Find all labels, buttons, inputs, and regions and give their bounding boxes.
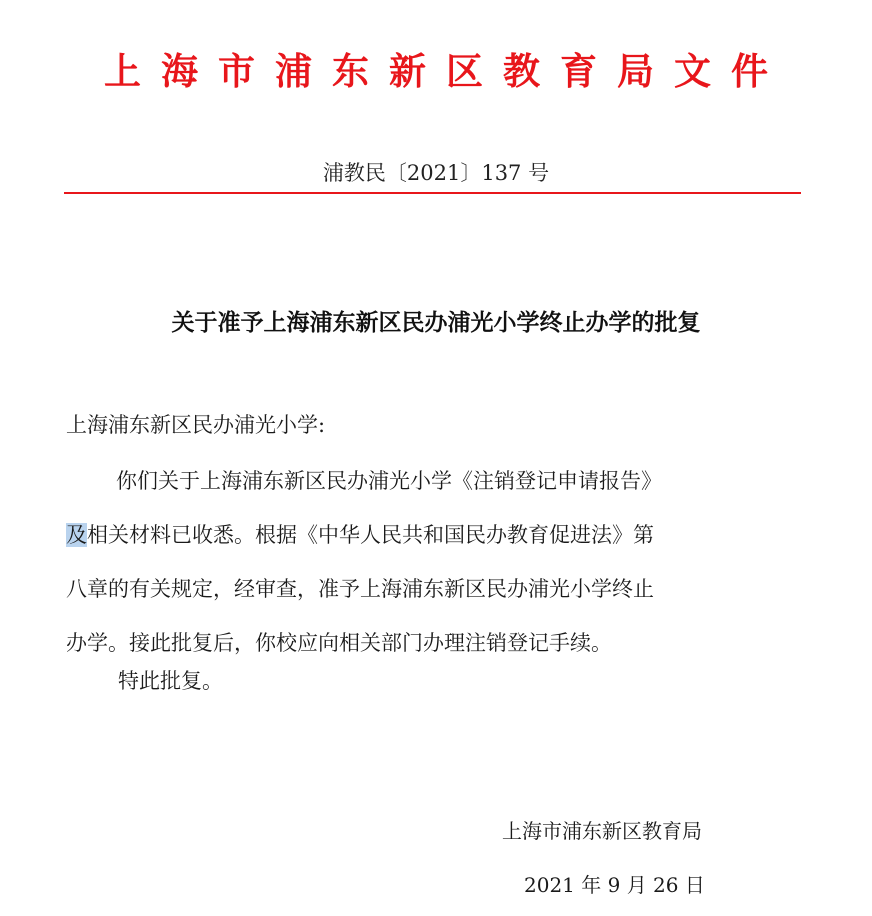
text-selection-highlight: 及 <box>66 523 87 547</box>
body-line-3: 八章的有关规定，经审查，准予上海浦东新区民办浦光小学终止 <box>66 577 654 601</box>
body-line-4: 办学。接此批复后，你校应向相关部门办理注销登记手续。 <box>66 631 612 655</box>
addressee: 上海浦东新区民办浦光小学: <box>66 413 326 437</box>
document-header-title: 上海市浦东新区教育局文件 <box>104 50 788 93</box>
body-line-2 <box>66 508 806 562</box>
header-divider <box>64 192 801 194</box>
closing-remark: 特此批复。 <box>118 669 223 693</box>
document-number: 浦教民〔2021〕137 号 <box>322 161 550 185</box>
body-line-1: 你们关于上海浦东新区民办浦光小学《注销登记申请报告》 <box>116 469 662 493</box>
body-paragraph <box>66 454 806 670</box>
document-subject: 关于准予上海浦东新区民办浦光小学终止办学的批复 <box>171 310 701 336</box>
issuing-authority-signature: 上海市浦东新区教育局 <box>502 819 702 843</box>
issue-date: 2021 年 9 月 26 日 <box>524 873 705 897</box>
body-line-2-text: 相关材料已收悉。根据《中华人民共和国民办教育促进法》第 <box>87 523 654 547</box>
